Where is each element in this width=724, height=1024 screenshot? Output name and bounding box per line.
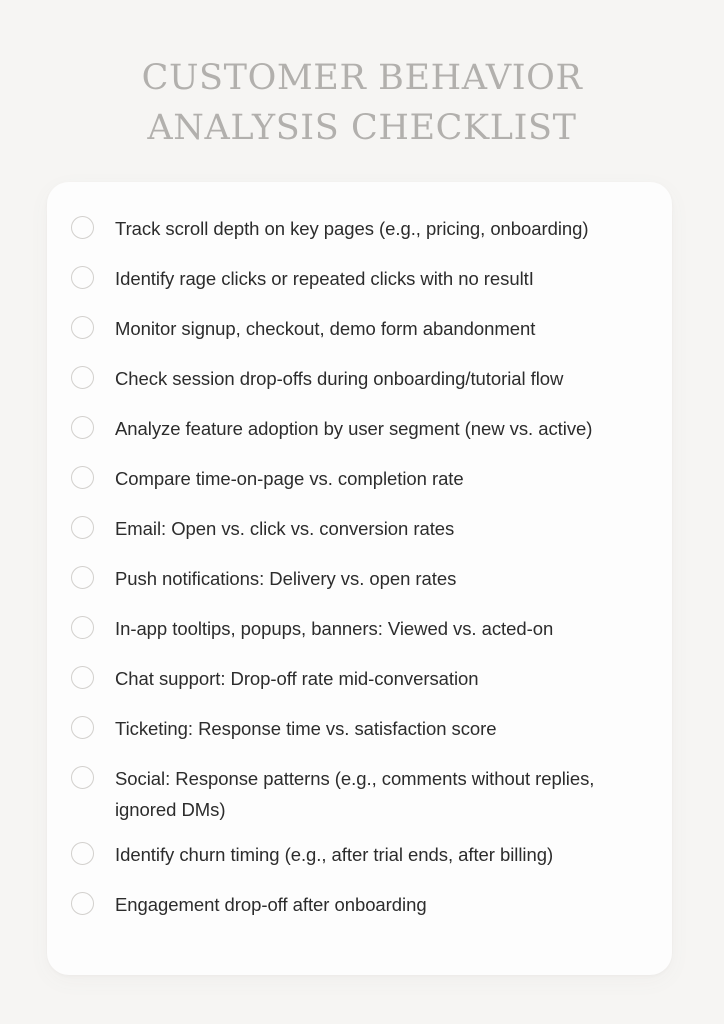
checklist-item[interactable] (69, 406, 652, 456)
checkbox-circle-icon[interactable] (71, 842, 94, 865)
checklist-item[interactable] (69, 456, 652, 506)
checklist-item[interactable] (69, 256, 652, 306)
checkbox-circle-icon[interactable] (71, 366, 94, 389)
checkbox-circle-icon[interactable] (71, 416, 94, 439)
checklist-item-label: Email: Open vs. click vs. conversion rates (115, 518, 455, 539)
checklist-item[interactable] (69, 882, 652, 932)
checklist-item[interactable] (69, 506, 652, 556)
checklist-item[interactable] (69, 656, 652, 706)
checklist-list (47, 182, 672, 975)
checklist-item[interactable] (69, 606, 652, 656)
checkbox-circle-icon[interactable] (71, 316, 94, 339)
checklist-item-label: In-app tooltips, popups, banners: Viewed vs. acted-on (115, 618, 554, 639)
checklist-item[interactable] (69, 306, 652, 356)
checklist-item-label: Analyze feature adoption by user segment (new vs. active) (115, 418, 593, 439)
checklist-card (47, 182, 672, 975)
checkbox-circle-icon[interactable] (71, 266, 94, 289)
checkbox-circle-icon[interactable] (71, 716, 94, 739)
checklist-item-label: Identify rage clicks or repeated clicks with no resultI (115, 268, 534, 289)
checklist-item-label: Engagement drop-off after onboarding (115, 894, 427, 915)
checklist-item-label: Identify churn timing (e.g., after trial ends, after billing) (115, 844, 554, 865)
checklist-item-label: Check session drop-offs during onboarding/tutorial flow (115, 368, 564, 389)
checklist-item-label: Chat support: Drop-off rate mid-conversation (115, 668, 479, 689)
page-title (62, 53, 662, 153)
page-title-line-2: ANALYSIS CHECKLIST (147, 108, 577, 148)
checklist-item[interactable] (69, 356, 652, 406)
checklist-item[interactable] (69, 706, 652, 756)
checklist-item-label: Social: Response patterns (e.g., comments without replies, ignored DMs) (115, 768, 595, 820)
checklist-item[interactable] (69, 756, 652, 832)
checkbox-circle-icon[interactable] (71, 892, 94, 915)
checklist-item[interactable] (69, 556, 652, 606)
checklist-item-label: Compare time-on-page vs. completion rate (115, 468, 464, 489)
checkbox-circle-icon[interactable] (71, 766, 94, 789)
checkbox-circle-icon[interactable] (71, 566, 94, 589)
checkbox-circle-icon[interactable] (71, 516, 94, 539)
checkbox-circle-icon[interactable] (71, 616, 94, 639)
checklist-item-label: Ticketing: Response time vs. satisfaction score (115, 718, 497, 739)
checklist-item-label: Monitor signup, checkout, demo form abandonment (115, 318, 536, 339)
checkbox-circle-icon[interactable] (71, 466, 94, 489)
page-title-line-1: CUSTOMER BEHAVIOR (141, 58, 583, 98)
checkbox-circle-icon[interactable] (71, 216, 94, 239)
checkbox-circle-icon[interactable] (71, 666, 94, 689)
checklist-item[interactable] (69, 832, 652, 882)
checklist-item-label: Track scroll depth on key pages (e.g., pricing, onboarding) (115, 218, 589, 239)
checklist-item[interactable] (69, 206, 652, 256)
checklist-item-label: Push notifications: Delivery vs. open rates (115, 568, 457, 589)
